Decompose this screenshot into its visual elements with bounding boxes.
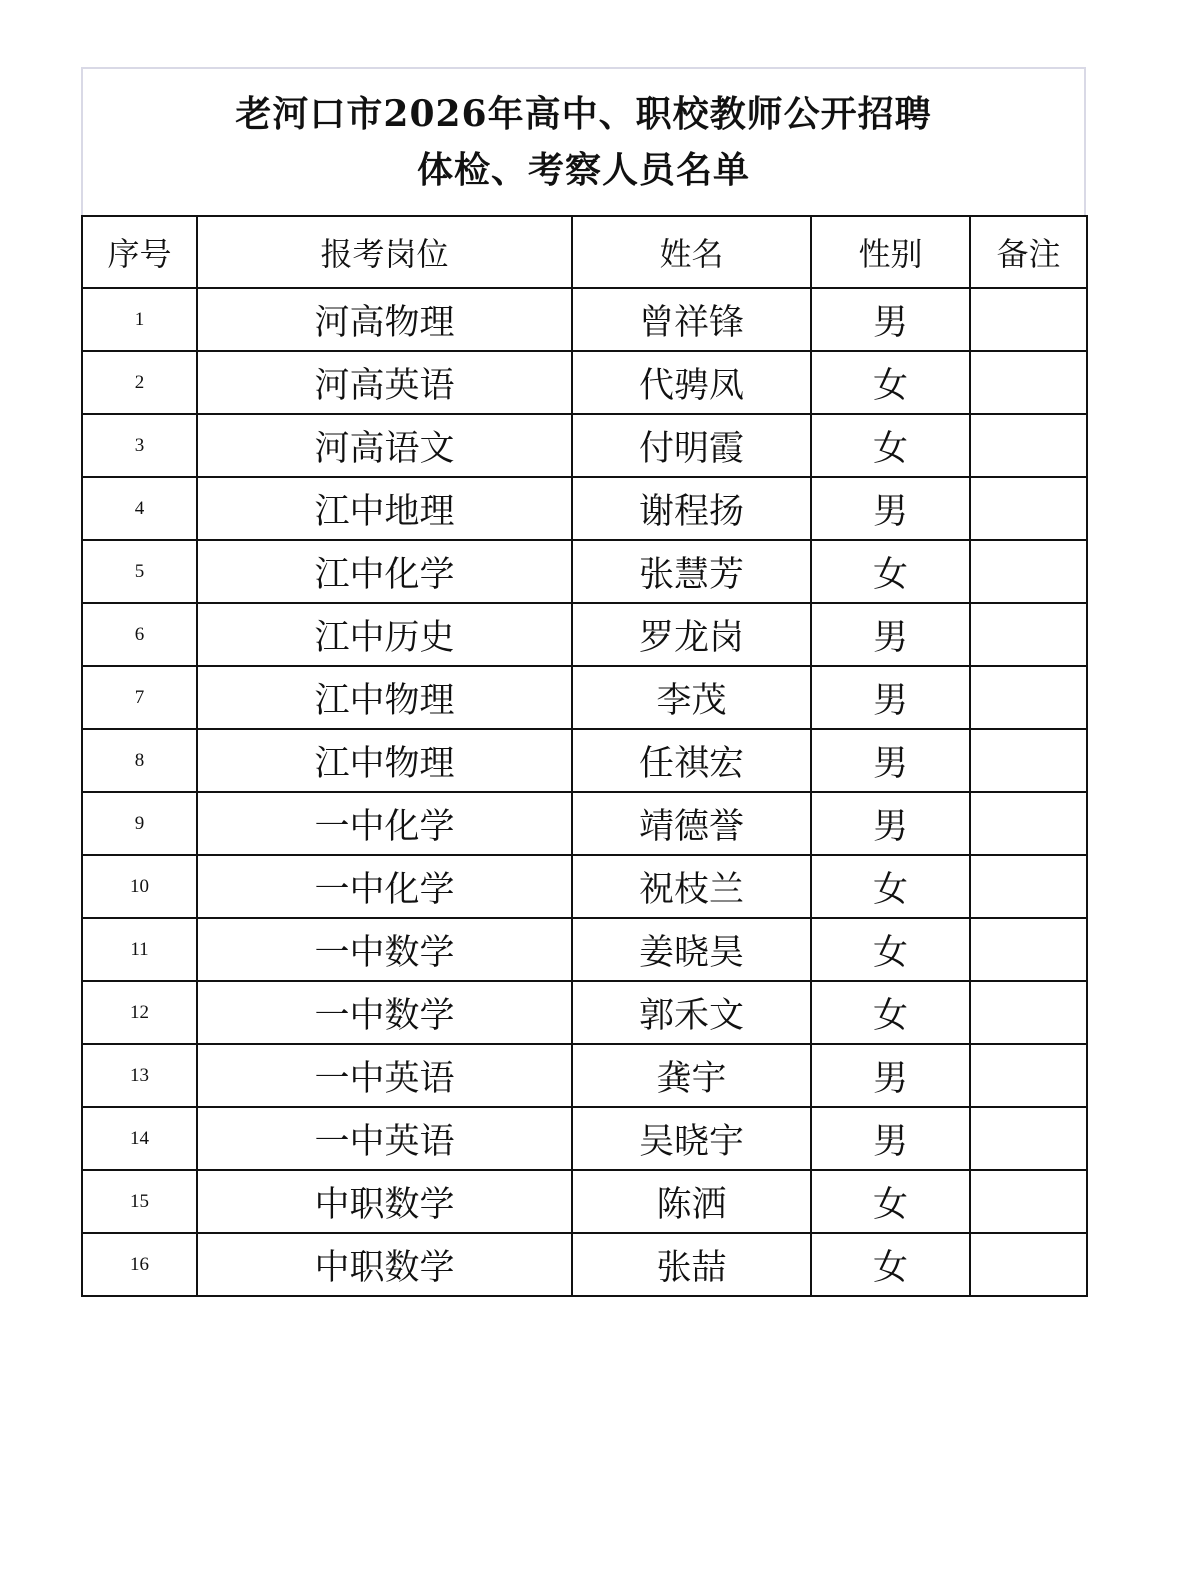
cell-remark bbox=[970, 414, 1087, 477]
table-row bbox=[82, 666, 1087, 729]
cell-remark bbox=[970, 1107, 1087, 1170]
cell-name: 陈洒 bbox=[572, 1170, 811, 1233]
cell-position: 河高语文 bbox=[197, 414, 572, 477]
cell-no: 3 bbox=[82, 414, 197, 477]
table-row bbox=[82, 414, 1087, 477]
table-row bbox=[82, 981, 1087, 1044]
cell-name: 李茂 bbox=[572, 666, 811, 729]
table-row bbox=[82, 918, 1087, 981]
header-position: 报考岗位 bbox=[197, 216, 572, 288]
table-row bbox=[82, 1170, 1087, 1233]
cell-name: 曾祥锋 bbox=[572, 288, 811, 351]
cell-name: 代骋凤 bbox=[572, 351, 811, 414]
cell-remark bbox=[970, 603, 1087, 666]
table-row bbox=[82, 603, 1087, 666]
cell-remark bbox=[970, 855, 1087, 918]
cell-no: 7 bbox=[82, 666, 197, 729]
table-row bbox=[82, 477, 1087, 540]
cell-no: 6 bbox=[82, 603, 197, 666]
cell-no: 13 bbox=[82, 1044, 197, 1107]
cell-gender: 女 bbox=[811, 918, 970, 981]
cell-position: 一中化学 bbox=[197, 855, 572, 918]
cell-remark bbox=[970, 1170, 1087, 1233]
cell-gender: 女 bbox=[811, 414, 970, 477]
cell-no: 5 bbox=[82, 540, 197, 603]
document-sheet bbox=[81, 67, 1086, 1297]
cell-name: 祝枝兰 bbox=[572, 855, 811, 918]
cell-no: 1 bbox=[82, 288, 197, 351]
cell-position: 河高物理 bbox=[197, 288, 572, 351]
cell-no: 15 bbox=[82, 1170, 197, 1233]
cell-position: 江中物理 bbox=[197, 666, 572, 729]
cell-position: 一中数学 bbox=[197, 918, 572, 981]
cell-position: 一中数学 bbox=[197, 981, 572, 1044]
table-row bbox=[82, 288, 1087, 351]
cell-remark bbox=[970, 729, 1087, 792]
cell-gender: 女 bbox=[811, 855, 970, 918]
cell-name: 任祺宏 bbox=[572, 729, 811, 792]
cell-position: 一中英语 bbox=[197, 1107, 572, 1170]
cell-gender: 男 bbox=[811, 1107, 970, 1170]
header-gender: 性别 bbox=[811, 216, 970, 288]
cell-no: 12 bbox=[82, 981, 197, 1044]
table-row bbox=[82, 792, 1087, 855]
cell-remark bbox=[970, 792, 1087, 855]
table-body bbox=[82, 288, 1087, 1296]
cell-gender: 男 bbox=[811, 792, 970, 855]
cell-remark bbox=[970, 666, 1087, 729]
cell-position: 江中化学 bbox=[197, 540, 572, 603]
cell-no: 16 bbox=[82, 1233, 197, 1296]
cell-position: 江中地理 bbox=[197, 477, 572, 540]
cell-no: 4 bbox=[82, 477, 197, 540]
cell-gender: 男 bbox=[811, 477, 970, 540]
cell-position: 一中英语 bbox=[197, 1044, 572, 1107]
cell-name: 张喆 bbox=[572, 1233, 811, 1296]
cell-no: 2 bbox=[82, 351, 197, 414]
cell-remark bbox=[970, 981, 1087, 1044]
cell-remark bbox=[970, 918, 1087, 981]
cell-remark bbox=[970, 351, 1087, 414]
cell-name: 张慧芳 bbox=[572, 540, 811, 603]
cell-name: 谢程扬 bbox=[572, 477, 811, 540]
cell-remark bbox=[970, 1233, 1087, 1296]
cell-gender: 男 bbox=[811, 1044, 970, 1107]
cell-name: 付明霞 bbox=[572, 414, 811, 477]
cell-name: 郭禾文 bbox=[572, 981, 811, 1044]
cell-name: 罗龙岗 bbox=[572, 603, 811, 666]
table-row bbox=[82, 351, 1087, 414]
cell-position: 江中历史 bbox=[197, 603, 572, 666]
table-row bbox=[82, 1233, 1087, 1296]
title-box bbox=[81, 67, 1086, 215]
cell-name: 龚宇 bbox=[572, 1044, 811, 1107]
cell-position: 江中物理 bbox=[197, 729, 572, 792]
table-row bbox=[82, 1044, 1087, 1107]
header-remark: 备注 bbox=[970, 216, 1087, 288]
table-row bbox=[82, 855, 1087, 918]
cell-position: 河高英语 bbox=[197, 351, 572, 414]
cell-name: 姜晓昊 bbox=[572, 918, 811, 981]
cell-remark bbox=[970, 477, 1087, 540]
title-line-1: 老河口市2026年高中、职校教师公开招聘 bbox=[235, 93, 932, 135]
cell-gender: 男 bbox=[811, 729, 970, 792]
cell-gender: 女 bbox=[811, 540, 970, 603]
cell-gender: 男 bbox=[811, 603, 970, 666]
cell-position: 一中化学 bbox=[197, 792, 572, 855]
cell-name: 吴晓宇 bbox=[572, 1107, 811, 1170]
table-row bbox=[82, 729, 1087, 792]
table-row bbox=[82, 540, 1087, 603]
cell-no: 10 bbox=[82, 855, 197, 918]
cell-gender: 女 bbox=[811, 981, 970, 1044]
cell-gender: 男 bbox=[811, 288, 970, 351]
title-line-2: 体检、考察人员名单 bbox=[416, 149, 750, 191]
cell-remark bbox=[970, 540, 1087, 603]
cell-name: 靖德誉 bbox=[572, 792, 811, 855]
header-row bbox=[82, 216, 1087, 288]
header-no: 序号 bbox=[82, 216, 197, 288]
cell-gender: 女 bbox=[811, 1170, 970, 1233]
cell-gender: 男 bbox=[811, 666, 970, 729]
cell-remark bbox=[970, 1044, 1087, 1107]
cell-position: 中职数学 bbox=[197, 1233, 572, 1296]
cell-no: 11 bbox=[82, 918, 197, 981]
table-row bbox=[82, 1107, 1087, 1170]
cell-gender: 女 bbox=[811, 1233, 970, 1296]
cell-no: 9 bbox=[82, 792, 197, 855]
cell-position: 中职数学 bbox=[197, 1170, 572, 1233]
cell-remark bbox=[970, 288, 1087, 351]
candidate-table bbox=[81, 215, 1088, 1297]
header-name: 姓名 bbox=[572, 216, 811, 288]
cell-gender: 女 bbox=[811, 351, 970, 414]
cell-no: 8 bbox=[82, 729, 197, 792]
cell-no: 14 bbox=[82, 1107, 197, 1170]
